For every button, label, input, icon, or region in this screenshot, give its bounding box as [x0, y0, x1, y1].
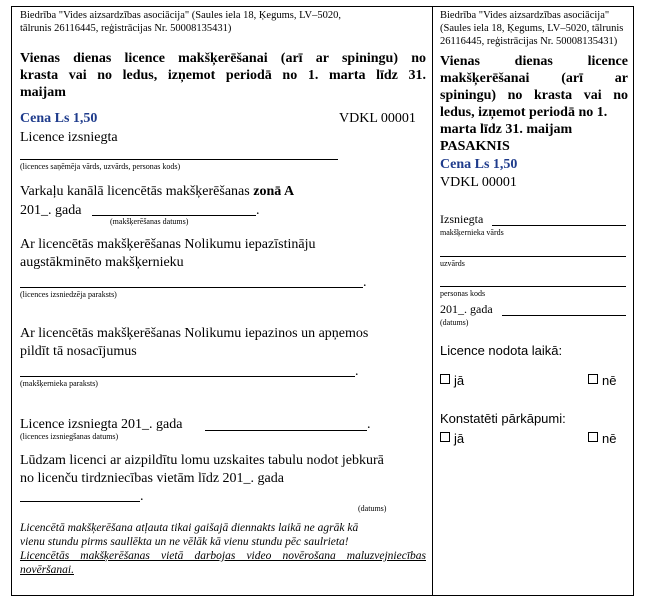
- title-line1: Vienas dienas licence makšķerēšanai (arī ar spiningu) no: [20, 51, 426, 66]
- zone-label: zonā A: [253, 184, 295, 199]
- license-issued-label: Licence izsniegta: [20, 130, 118, 145]
- issuer-signature-caption: (licences izsniedzēja paraksts): [20, 290, 117, 299]
- title-line3: maijam: [20, 85, 66, 100]
- stub-title-line2: makšķerēšanai (arī ar: [440, 71, 628, 86]
- checkbox-icon[interactable]: [588, 432, 598, 442]
- stub-date-caption: (datums): [440, 318, 469, 327]
- footer-italic-line1: Licencētā makšķerēšana atļauta tikai gaišajā diennakts laikā ne agrāk kā: [20, 522, 359, 534]
- canal-zone-text: [20, 183, 294, 200]
- price: Cena Ls 1,50: [20, 111, 98, 126]
- rules-line2: augstākminēto makšķernieku: [20, 255, 184, 270]
- recipient-caption: (licences saņēmēja vārds, uzvārds, personas kods): [20, 162, 181, 171]
- footer-italic-line2: vienu stundu pirms saullēkta un ne vēlāk kā vienu stundu pēc saulrieta!: [20, 536, 349, 548]
- stub-org-header-line3: 26116445, reģistrācijas Nr. 50008135431): [440, 36, 618, 47]
- agree-line2: pildīt tā nosacījumus: [20, 344, 137, 359]
- stub-license-code: VDKL 00001: [440, 175, 517, 190]
- stub-violations-yes-option[interactable]: [440, 431, 464, 446]
- angler-signature-line: [20, 376, 355, 377]
- license-code: VDKL 00001: [339, 111, 416, 126]
- stub-date-line: [502, 315, 626, 316]
- stub-violations-label: Konstatēti pārkāpumi:: [440, 411, 566, 426]
- issued-date-caption: (licences izsniegšanas datums): [20, 432, 119, 441]
- footer-underlined-line2: novēršanai.: [20, 564, 74, 576]
- no-label: nē: [602, 431, 617, 446]
- stub-surname-caption: uzvārds: [440, 259, 465, 268]
- stub-org-header-line2: (Saules iela 18, Ķegums, LV–5020, tālrunis: [440, 23, 624, 34]
- rules-line1: Ar licencētās makšķerēšanas Nolikumu iepazīstināju: [20, 237, 316, 252]
- checkbox-icon[interactable]: [588, 374, 598, 384]
- fishing-date-caption: (makšķerēšanas datums): [110, 217, 189, 226]
- stub-personal-code-caption: personas kods: [440, 289, 486, 298]
- issued-date-text: Licence izsniegta 201_. gada: [20, 417, 183, 432]
- stub-violations-no-option[interactable]: [588, 431, 616, 446]
- agree-line1: Ar licencētās makšķerēšanas Nolikumu iepazinos un apņemos: [20, 326, 369, 341]
- fishing-date-prefix: 201_. gada: [20, 203, 82, 218]
- fishing-date-dot: .: [256, 203, 260, 218]
- return-date-caption: (datums): [358, 504, 387, 513]
- return-date-line: [20, 501, 140, 502]
- issuer-signature-dot: .: [363, 275, 367, 290]
- stub-returned-label: Licence nodota laikā:: [440, 343, 563, 358]
- stub-issued-label: Izsniegta: [440, 212, 484, 226]
- yes-label: jā: [454, 431, 465, 446]
- stub-issued-line: [492, 225, 626, 226]
- issuer-signature-line: [20, 287, 363, 288]
- stub-surname-line: [440, 256, 626, 257]
- return-line1: Lūdzam licenci ar aizpildītu lomu uzskaites tabulu nodot jebkurā: [20, 453, 384, 468]
- org-header-line2: tālrunis 26116445, reģistrācijas Nr. 50008135431): [20, 23, 232, 34]
- stub-divider: [432, 6, 433, 596]
- canal-text: Varkaļu kanālā licencētās makšķerēšanas: [20, 184, 254, 199]
- stub-title-line3: spiningu) no krasta vai no: [440, 88, 628, 103]
- return-date-dot: .: [140, 489, 144, 504]
- checkbox-icon[interactable]: [440, 374, 450, 384]
- issued-date-dot: .: [367, 417, 371, 432]
- yes-label: jā: [454, 373, 465, 388]
- stub-personal-code-line: [440, 286, 626, 287]
- stub-first-name-caption: makšķernieka vārds: [440, 228, 504, 237]
- stub-title-line4: ledus, izņemot periodā no 1.: [440, 105, 608, 120]
- stub-returned-yes-option[interactable]: [440, 373, 464, 388]
- stub-price: Cena Ls 1,50: [440, 157, 518, 172]
- stub-title-line1: Vienas dienas licence: [440, 54, 628, 69]
- issued-date-line: [205, 430, 367, 431]
- stub-label: PASAKNIS: [440, 139, 510, 154]
- angler-signature-caption: (makšķernieka paraksts): [20, 379, 98, 388]
- no-label: nē: [602, 373, 617, 388]
- recipient-line: [20, 159, 338, 160]
- stub-org-header-line1: Biedrība "Vides aizsardzības asociācija": [440, 10, 610, 21]
- fishing-date-line: [92, 215, 256, 216]
- footer-underlined-line1: Licencētās makšķerēšanas vietā darbojas video novērošana maluzvejniecības: [20, 550, 426, 562]
- return-line2: no licenču tirdzniecības vietām līdz 201_. gada: [20, 471, 284, 486]
- angler-signature-dot: .: [355, 364, 359, 379]
- title-line2: krasta vai no ledus, izņemot periodā no 1. marta līdz 31.: [20, 68, 426, 83]
- checkbox-icon[interactable]: [440, 432, 450, 442]
- org-header-line1: Biedrība "Vides aizsardzības asociācija" (Saules iela 18, Ķegums, LV–5020,: [20, 10, 342, 21]
- stub-returned-no-option[interactable]: [588, 373, 616, 388]
- stub-title-line5: marta līdz 31. maijam: [440, 122, 573, 137]
- stub-date-prefix: 201_. gada: [440, 302, 493, 316]
